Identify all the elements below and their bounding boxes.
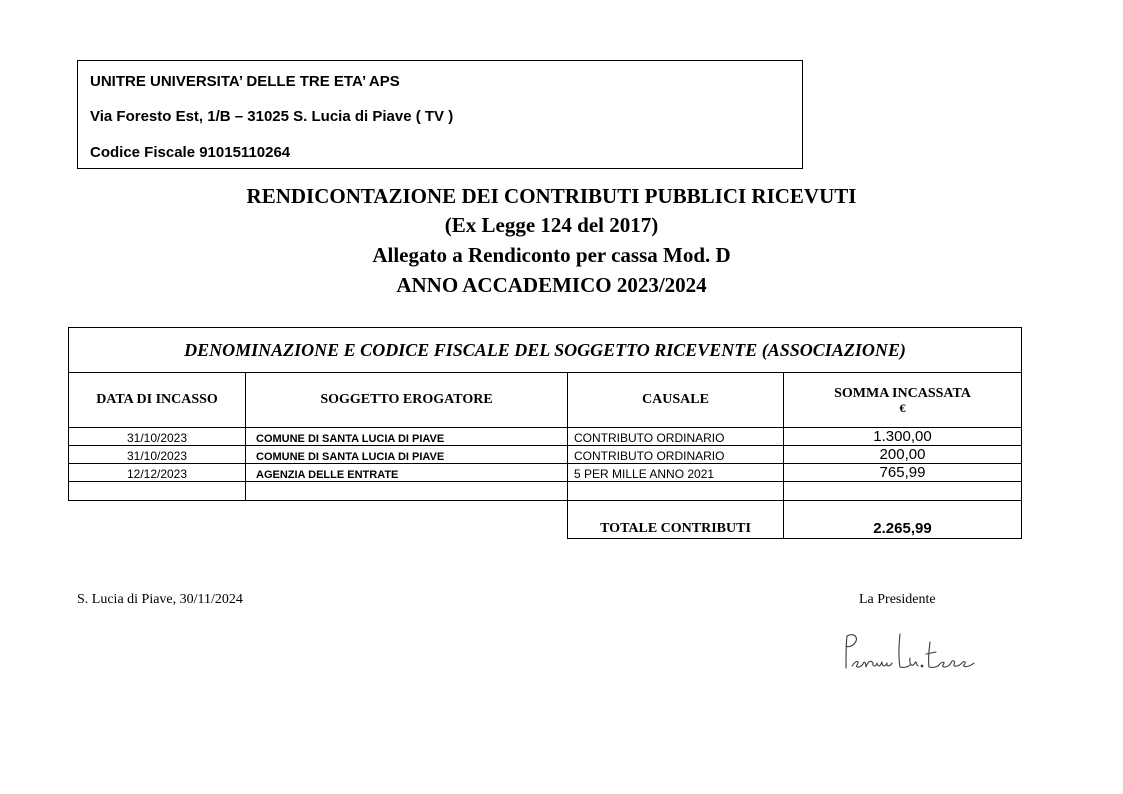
column-header-amount: SOMMA INCASSATA €	[784, 373, 1022, 428]
row-date: 12/12/2023	[69, 464, 246, 482]
document-title: RENDICONTAZIONE DEI CONTRIBUTI PUBBLICI RICEVUTI	[246, 184, 857, 208]
document-subtitle-year: ANNO ACCADEMICO 2023/2024	[396, 273, 707, 297]
table-row	[69, 446, 1022, 464]
total-row	[69, 501, 1022, 539]
document-subtitle-law: (Ex Legge 124 del 2017)	[444, 213, 659, 237]
contributions-table	[68, 327, 1022, 539]
total-label: TOTALE CONTRIBUTI	[568, 501, 784, 539]
table-main-header: DENOMINAZIONE E CODICE FISCALE DEL SOGGETTO RICEVENTE (ASSOCIAZIONE)	[69, 328, 1022, 373]
table-row	[69, 464, 1022, 482]
place-date: S. Lucia di Piave, 30/11/2024	[77, 592, 243, 607]
column-header-grantor: SOGGETTO EROGATORE	[246, 373, 568, 428]
row-reason: CONTRIBUTO ORDINARIO	[568, 428, 784, 446]
row-amount: 765,99	[784, 464, 1022, 482]
org-address: Via Foresto Est, 1/B – 31025 S. Lucia di Piave ( TV )	[90, 108, 454, 125]
organization-box	[77, 60, 803, 169]
row-amount: 1.300,00	[784, 428, 1022, 446]
row-grantor: COMUNE DI SANTA LUCIA DI PIAVE	[246, 446, 568, 464]
total-value: 2.265,99	[784, 501, 1022, 539]
row-date: 31/10/2023	[69, 446, 246, 464]
signature-image	[838, 630, 988, 680]
org-name: UNITRE UNIVERSITA’ DELLE TRE ETA’ APS	[90, 73, 400, 90]
row-grantor: COMUNE DI SANTA LUCIA DI PIAVE	[246, 428, 568, 446]
row-reason: CONTRIBUTO ORDINARIO	[568, 446, 784, 464]
signatory-role: La Presidente	[859, 592, 936, 607]
row-date: 31/10/2023	[69, 428, 246, 446]
table-row-empty	[69, 482, 1022, 501]
row-amount: 200,00	[784, 446, 1022, 464]
org-tax-code: Codice Fiscale 91015110264	[90, 144, 291, 161]
row-reason: 5 PER MILLE ANNO 2021	[568, 464, 784, 482]
column-header-date: DATA DI INCASSO	[69, 373, 246, 428]
table-row	[69, 428, 1022, 446]
currency-symbol: €	[899, 401, 906, 415]
document-subtitle-attachment: Allegato a Rendiconto per cassa Mod. D	[372, 243, 731, 267]
row-grantor: AGENZIA DELLE ENTRATE	[246, 464, 568, 482]
column-header-reason: CAUSALE	[568, 373, 784, 428]
